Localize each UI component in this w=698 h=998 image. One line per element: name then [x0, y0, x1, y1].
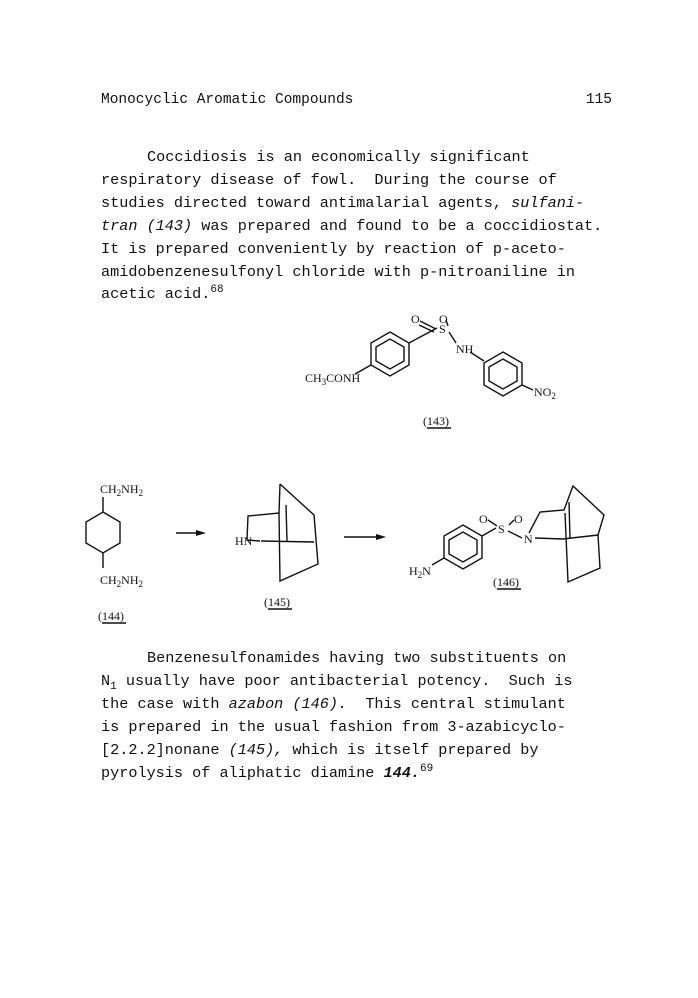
- nh-atom-145: HN: [235, 534, 253, 548]
- bond-so-left-2: [419, 325, 434, 332]
- structure-143: [305, 312, 556, 428]
- bond-s-to-n-146: [508, 531, 522, 538]
- nitrogen-atom-146: N: [524, 532, 533, 546]
- para2-line-3: [101, 693, 572, 716]
- bicyclic-skeleton-145: [247, 484, 318, 581]
- para1-line-1: Coccidiosis is an economically significant: [147, 148, 530, 166]
- para2-line-2-text: usually have poor antibacterial potency. Such is: [116, 671, 573, 690]
- para2-line-6-text: pyrolysis of aliphatic diamine: [101, 763, 384, 782]
- structure-label-145: (145): [264, 595, 290, 609]
- bond-nh-to-ring: [470, 352, 484, 361]
- para2-line-6: [101, 762, 572, 785]
- bridge-bond-145: [279, 484, 280, 513]
- para2-line-3-text-c: This central stimulant: [347, 694, 566, 713]
- para1-line-3-text: studies directed toward antimalarial agents,: [101, 193, 512, 212]
- structure-146: [409, 486, 604, 589]
- compound-ref-144: 144.: [383, 763, 421, 782]
- bond-so-left-1: [420, 321, 436, 329]
- sulfur-atom: S: [439, 322, 446, 336]
- nh-group: NH: [456, 342, 474, 356]
- sulfonyl-oxygen-left-146: O: [479, 512, 488, 526]
- para1-line-2: respiratory disease of fowl. During the course of: [101, 170, 557, 189]
- para2-line-5-text-c: which is itself prepared by: [283, 740, 539, 759]
- aminomethyl-group-bottom: $CH_2NH_2$: [100, 573, 144, 589]
- sulfonyl-oxygen-left: O: [411, 312, 420, 326]
- para1-line-7-text: acetic acid.: [101, 285, 211, 304]
- para1-line-4-text: was prepared and found to be a coccidiostat.: [192, 216, 603, 235]
- reaction-arrow-2: [344, 534, 386, 540]
- para2-n-subscript: 1: [110, 680, 117, 693]
- para2-line-5-text-a: [2.2.2]nonane: [101, 740, 229, 759]
- cyclohexane-ring: [86, 512, 120, 553]
- compound-ref-145: (145),: [228, 740, 284, 759]
- paragraph-benzenesulfonamides: [101, 647, 572, 784]
- bridge-bond-145-inner: [286, 505, 287, 541]
- sulfur-atom-146: S: [498, 522, 505, 536]
- bond-so-left-146: [488, 520, 497, 526]
- bond-ring-to-s: [409, 328, 437, 343]
- structure-145: [235, 484, 318, 609]
- running-head: Monocyclic Aromatic Compounds: [101, 92, 354, 108]
- para2-line-5: [101, 739, 572, 762]
- bond-ring-to-amino: [432, 558, 444, 565]
- para2-line-1: Benzenesulfonamides having two substituents on: [147, 649, 567, 667]
- para1-line-5: It is prepared conveniently by reaction of p-aceto-: [101, 239, 566, 258]
- amino-group: $H_2N$: [409, 564, 431, 580]
- sulfonyl-oxygen-right: O: [439, 312, 448, 326]
- page-number: 115: [585, 92, 612, 108]
- acetamido-group: $CH_3CONH$: [305, 371, 361, 387]
- bridge-bond-145-lower: [261, 541, 314, 542]
- bridge-bond-146-inner: [569, 502, 570, 538]
- sulfonyl-oxygen-right-146: O: [514, 512, 523, 526]
- para2-line-2: [101, 670, 572, 693]
- bond-ring-to-s-146: [482, 528, 496, 536]
- bicyclic-skeleton-146: [529, 486, 604, 582]
- structure-label-144: (144): [98, 609, 124, 623]
- structure-label-143: (143): [423, 414, 449, 428]
- arrow-1-head: [196, 530, 206, 536]
- benzene-ring-143-left-inner: [376, 339, 404, 369]
- bond-ring-to-nitro: [522, 385, 533, 390]
- footnote-ref-68: 68: [210, 284, 224, 297]
- arrow-2-head: [376, 534, 386, 540]
- drug-name-sulfanitran-part2: tran (143): [101, 216, 193, 235]
- footnote-ref-69: 69: [420, 762, 434, 775]
- para2-line-4: is prepared in the usual fashion from 3-azabicyclo-: [101, 717, 566, 736]
- nitro-group: $NO_2$: [534, 385, 556, 401]
- para1-line-6: amidobenzenesulfonyl chloride with p-nitroaniline in: [101, 262, 575, 281]
- para2-line-3-text-a: the case with: [101, 694, 229, 713]
- aminomethyl-group-top: $CH_2NH_2$: [100, 482, 144, 498]
- reaction-arrow-1: [176, 530, 206, 536]
- benzene-ring-143-right-inner: [489, 359, 517, 389]
- para2-n-atom: N: [101, 671, 111, 690]
- drug-name-azabon: azabon (146).: [228, 694, 348, 713]
- bond-s-to-nh: [449, 332, 456, 343]
- benzene-ring-146-inner: [449, 532, 477, 562]
- drug-name-sulfanitran-part1: sulfani-: [511, 193, 585, 212]
- structure-label-146: (146): [493, 575, 519, 589]
- structure-144: [86, 482, 143, 623]
